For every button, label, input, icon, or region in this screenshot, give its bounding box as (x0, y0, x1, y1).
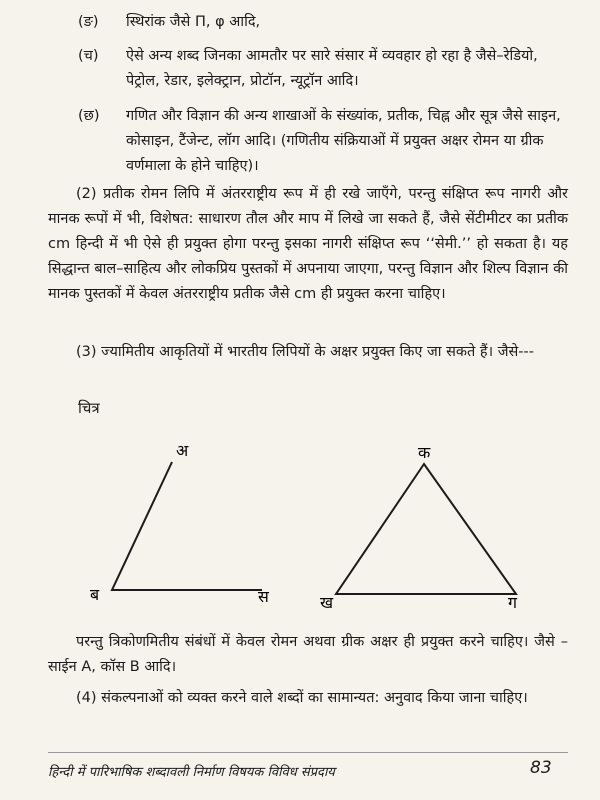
left-triangle-bottom-right-label: स (258, 587, 269, 606)
list-marker: (छ) (78, 108, 100, 124)
list-item (78, 44, 568, 94)
list-item-text: स्थिरांक जैसे Π, φ आदि, (126, 14, 261, 30)
list-marker: (ङ) (78, 14, 99, 30)
right-triangle-bottom-left-label: ख (320, 593, 334, 612)
paragraph-3-text: (3) ज्यामितीय आकृतियों में भारतीय लिपियों के अक्षर प्रयुक्त किए जा सकते हैं। जैसे--- (76, 344, 534, 360)
list-item (78, 104, 568, 179)
paragraph-3 (48, 340, 568, 365)
page-number: 83 (530, 758, 552, 778)
paragraph-4-text: परन्तु त्रिकोणमितीय संबंधों में केवल रोमन अथवा ग्रीक अक्षर ही प्रयुक्त करने चाहिए। जैसे –साईन A, कॉस B आदि। (48, 634, 568, 675)
paragraph-5-text: (4) संकल्पनाओं को व्यक्त करने वाले शब्दों का सामान्यत: अनुवाद किया जाना चाहिए। (76, 690, 528, 706)
left-triangle (112, 462, 262, 590)
paragraph-4 (48, 630, 568, 680)
paragraph-5 (48, 686, 568, 711)
list-item-text: गणित और विज्ञान की अन्य शाखाओं के संख्यांक, प्रतीक, चिह्न और सूत्र जैसे साइन, कोसाइन, टैंजेन्ट, लॉग आदि। (गणितीय संक्रियाओं में प्रयुक्त अक्षर रोमन या ग्रीक वर्णमाला के होने चाहिए)। (126, 108, 561, 174)
paragraph-2 (48, 182, 568, 307)
left-triangle-bottom-left-label: ब (90, 585, 100, 604)
running-footer-title: हिन्दी में पारिभाषिक शब्दावली निर्माण विषयक विविध संप्रदाय (48, 765, 335, 780)
paragraph-2-text: (2) प्रतीक रोमन लिपि में अंतरराष्ट्रीय रूप में ही रखे जाएँगे, परन्तु संक्षिप्त रूप नागरी और मानक रूपों में भी, विशेषत: साधारण तौल और माप में लिखे जा सकते हैं, जैसे सेंटीमीटर का प्रतीक cm हिन्दी में भी ऐसे ही प्रयुक्त होगा परन्तु इसका नागरी संक्षिप्त रूप ‘‘सेमी.’’ हो सकता है। यह सिद्धान्त बाल–साहित्य और लोकप्रिय पुस्तकों में अपनाया जाएगा, परन्तु विज्ञान और शिल्प विज्ञान की मानक पुस्तकों में केवल अंतरराष्ट्रीय प्रतीक जैसे cm ही प्रयुक्त करना चाहिए। (48, 186, 568, 302)
list-item-text: ऐसे अन्य शब्द जिनका आमतौर पर सारे संसार में व्यवहार हो रहा है जैसे–रेडियो, पेट्रोल, रेडार, इलेक्ट्रान, प्रोटॉन, न्यूट्रॉन आदि। (126, 48, 538, 89)
right-triangle (336, 464, 516, 594)
footer-rule (48, 752, 568, 753)
right-triangle-top-label: क (418, 443, 431, 462)
right-triangle-bottom-right-label: ग (508, 593, 518, 612)
triangles-figure (0, 430, 600, 630)
list-marker: (च) (78, 48, 99, 64)
list-item (78, 10, 568, 35)
figure-label: चित्र (78, 399, 100, 417)
left-triangle-top-label: अ (176, 441, 189, 460)
